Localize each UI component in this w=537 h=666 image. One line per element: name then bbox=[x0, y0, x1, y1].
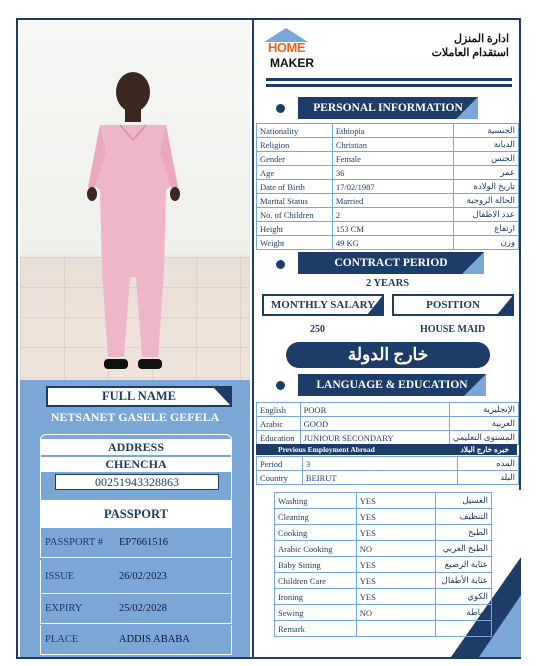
field-label-arabic: الحالة الزوجية bbox=[454, 194, 519, 208]
field-label-arabic: التنظيف bbox=[436, 509, 492, 525]
field-value: Married bbox=[332, 194, 453, 208]
field-value: YES bbox=[356, 493, 435, 509]
personal-info-row bbox=[257, 222, 519, 236]
field-value: NO bbox=[356, 605, 435, 621]
candidate-photo bbox=[20, 22, 250, 380]
field-value: Ethiopia bbox=[332, 124, 453, 138]
field-label-arabic: الغسيل bbox=[436, 493, 492, 509]
field-label: Weight bbox=[257, 236, 333, 250]
passport-row-label: PASSPORT # bbox=[45, 537, 104, 548]
language-row bbox=[257, 431, 519, 445]
previous-employment-header bbox=[256, 444, 517, 455]
cv-document bbox=[16, 18, 521, 659]
language-education-title: LANGUAGE & EDUCATION bbox=[316, 379, 468, 391]
language-table bbox=[256, 402, 519, 445]
skill-row bbox=[275, 493, 492, 509]
skill-row bbox=[275, 541, 492, 557]
previous-employment-row bbox=[257, 457, 519, 471]
header-corner-decoration bbox=[456, 97, 478, 119]
field-label-arabic: الطبخ bbox=[436, 525, 492, 541]
personal-info-row bbox=[257, 180, 519, 194]
field-label-arabic: العربية bbox=[449, 417, 518, 431]
bullet-icon bbox=[276, 260, 285, 269]
logo-maker-text: MAKER bbox=[270, 56, 314, 70]
full-name-label: FULL NAME bbox=[102, 389, 176, 403]
personal-info-row bbox=[257, 166, 519, 180]
field-label: Height bbox=[257, 222, 333, 236]
personal-info-row bbox=[257, 208, 519, 222]
field-label-arabic: ارتفاع bbox=[454, 222, 519, 236]
field-label: Date of Birth bbox=[257, 180, 333, 194]
company-logo bbox=[264, 28, 324, 74]
skill-row bbox=[275, 573, 492, 589]
arabic-header bbox=[432, 32, 509, 60]
left-column bbox=[18, 20, 252, 657]
header-corner-decoration bbox=[462, 252, 484, 274]
field-value: BEIRUT bbox=[302, 471, 457, 485]
field-label: Nationality bbox=[257, 124, 333, 138]
bullet-icon bbox=[276, 381, 285, 390]
full-name-value: NETSANET GASELE GEFELA bbox=[50, 410, 220, 424]
field-label-arabic: وزن bbox=[454, 236, 519, 250]
passport-row-label: PLACE bbox=[45, 634, 79, 645]
field-value: 49 KG bbox=[332, 236, 453, 250]
passport-row-value: 25/02/2028 bbox=[119, 603, 167, 614]
person-figure bbox=[20, 22, 250, 380]
field-label-arabic: تاريخ الولادة bbox=[454, 180, 519, 194]
field-label: Age bbox=[257, 166, 333, 180]
field-label: Children Care bbox=[275, 573, 357, 589]
arabic-header-line1: ادارة المنزل bbox=[454, 33, 509, 45]
passport-expiry-row bbox=[40, 594, 232, 624]
language-row bbox=[257, 403, 519, 417]
personal-info-row bbox=[257, 152, 519, 166]
skill-row bbox=[275, 557, 492, 573]
field-label-arabic: الكوي bbox=[436, 589, 492, 605]
field-value: 36 bbox=[332, 166, 453, 180]
skill-row bbox=[275, 621, 492, 637]
position-value: HOUSE MAID bbox=[420, 324, 486, 335]
field-label-arabic: خياطة bbox=[436, 605, 492, 621]
passport-number-row bbox=[40, 528, 232, 558]
field-label: Ironing bbox=[275, 589, 357, 605]
field-label: Sewing bbox=[275, 605, 357, 621]
field-value bbox=[356, 621, 435, 637]
field-value: Christian bbox=[332, 138, 453, 152]
right-column bbox=[252, 20, 519, 657]
field-label: Cooking bbox=[275, 525, 357, 541]
field-label-arabic: المده bbox=[458, 457, 519, 471]
header-corner-decoration bbox=[464, 374, 486, 396]
abroad-badge: خارج الدولة bbox=[286, 342, 490, 368]
contract-period-title: CONTRACT PERIOD bbox=[334, 257, 448, 269]
address-city: CHENCHA bbox=[41, 457, 231, 472]
field-label-arabic: الديانة bbox=[454, 138, 519, 152]
language-row bbox=[257, 417, 519, 431]
passport-row-value: 26/02/2023 bbox=[119, 571, 167, 582]
field-label-arabic: عمر bbox=[454, 166, 519, 180]
field-value: YES bbox=[356, 557, 435, 573]
previous-employment-title-ar: خبره خارج البلاد bbox=[460, 445, 509, 454]
field-label: Religion bbox=[257, 138, 333, 152]
field-value: JUNIOUR SECONDARY bbox=[300, 431, 449, 445]
header-stripes bbox=[266, 78, 512, 90]
language-education-header bbox=[298, 374, 486, 396]
field-label: Remark bbox=[275, 621, 357, 637]
previous-employment-row bbox=[257, 471, 519, 485]
passport-row-label: ISSUE bbox=[45, 571, 75, 582]
passport-label: PASSPORT bbox=[40, 500, 232, 528]
label-corner-decoration bbox=[496, 294, 514, 316]
personal-info-row bbox=[257, 236, 519, 250]
field-label: Cleaning bbox=[275, 509, 357, 525]
field-value: GOOD bbox=[300, 417, 449, 431]
monthly-salary-label-box bbox=[262, 294, 384, 316]
field-label-arabic: الجنسية bbox=[454, 124, 519, 138]
label-corner-decoration bbox=[366, 294, 384, 316]
passport-row-label: EXPIRY bbox=[45, 603, 83, 614]
field-label-arabic: المستوى التعليمي bbox=[449, 431, 518, 445]
field-label: Country bbox=[257, 471, 303, 485]
personal-info-table bbox=[256, 123, 519, 250]
field-value: YES bbox=[356, 573, 435, 589]
field-label-arabic: الجنس bbox=[454, 152, 519, 166]
personal-info-header bbox=[298, 97, 478, 119]
field-value: 17/02/1987 bbox=[332, 180, 453, 194]
field-label: Arabic bbox=[257, 417, 301, 431]
field-value: 3 bbox=[302, 457, 457, 471]
passport-row-value: ADDIS ABABA bbox=[119, 634, 190, 645]
field-value: YES bbox=[356, 589, 435, 605]
field-value: 2 bbox=[332, 208, 453, 222]
passport-place-row bbox=[40, 625, 232, 655]
bullet-icon bbox=[276, 104, 285, 113]
field-label-arabic: عدد الاطفال bbox=[454, 208, 519, 222]
field-label: Gender bbox=[257, 152, 333, 166]
field-label: Marital Status bbox=[257, 194, 333, 208]
field-label: Education bbox=[257, 431, 301, 445]
contract-period-header bbox=[298, 252, 484, 274]
logo-home-text: HOME bbox=[268, 40, 305, 55]
field-value: 153 CM bbox=[332, 222, 453, 236]
previous-employment-table bbox=[256, 456, 519, 485]
field-label: Washing bbox=[275, 493, 357, 509]
full-name-label-box bbox=[46, 386, 232, 407]
skill-row bbox=[275, 589, 492, 605]
field-value: YES bbox=[356, 509, 435, 525]
personal-info-row bbox=[257, 124, 519, 138]
passport-issue-row bbox=[40, 560, 232, 594]
skills-table bbox=[274, 492, 492, 637]
field-label-arabic: الإنجليزية bbox=[449, 403, 518, 417]
salary-value: 250 bbox=[310, 324, 325, 335]
personal-info-row bbox=[257, 138, 519, 152]
address-label: ADDRESS bbox=[41, 439, 231, 455]
skill-row bbox=[275, 525, 492, 541]
field-label-arabic: البلد bbox=[458, 471, 519, 485]
personal-info-title: PERSONAL INFORMATION bbox=[313, 102, 463, 114]
personal-info-row bbox=[257, 194, 519, 208]
field-label: Baby Sitting bbox=[275, 557, 357, 573]
field-label: English bbox=[257, 403, 301, 417]
position-label-box bbox=[392, 294, 514, 316]
field-label-arabic bbox=[436, 621, 492, 637]
field-label: No. of Children bbox=[257, 208, 333, 222]
phone-number: 00251943328863 bbox=[55, 474, 219, 490]
field-label-arabic: عناية الرضيع bbox=[436, 557, 492, 573]
position-label: POSITION bbox=[426, 299, 480, 311]
passport-row-value: EP7661516 bbox=[119, 537, 169, 548]
label-corner-decoration bbox=[212, 386, 232, 407]
field-label: Period bbox=[257, 457, 303, 471]
skills-section bbox=[274, 490, 521, 657]
skill-row bbox=[275, 509, 492, 525]
skill-row bbox=[275, 605, 492, 621]
field-label-arabic: عناية الأطفال bbox=[436, 573, 492, 589]
field-label-arabic: الطبخ العربي bbox=[436, 541, 492, 557]
monthly-salary-label: MONTHLY SALARY bbox=[270, 299, 376, 311]
identity-panel bbox=[20, 380, 250, 657]
arabic-header-line2: استقدام العاملات bbox=[431, 47, 509, 59]
field-value: NO bbox=[356, 541, 435, 557]
contract-period-value: 2 YEARS bbox=[365, 278, 410, 289]
previous-employment-title: Previous Employment Abroad bbox=[278, 445, 375, 454]
field-value: YES bbox=[356, 525, 435, 541]
field-value: Female bbox=[332, 152, 453, 166]
field-label: Arabic Cooking bbox=[275, 541, 357, 557]
field-value: POOR bbox=[300, 403, 449, 417]
